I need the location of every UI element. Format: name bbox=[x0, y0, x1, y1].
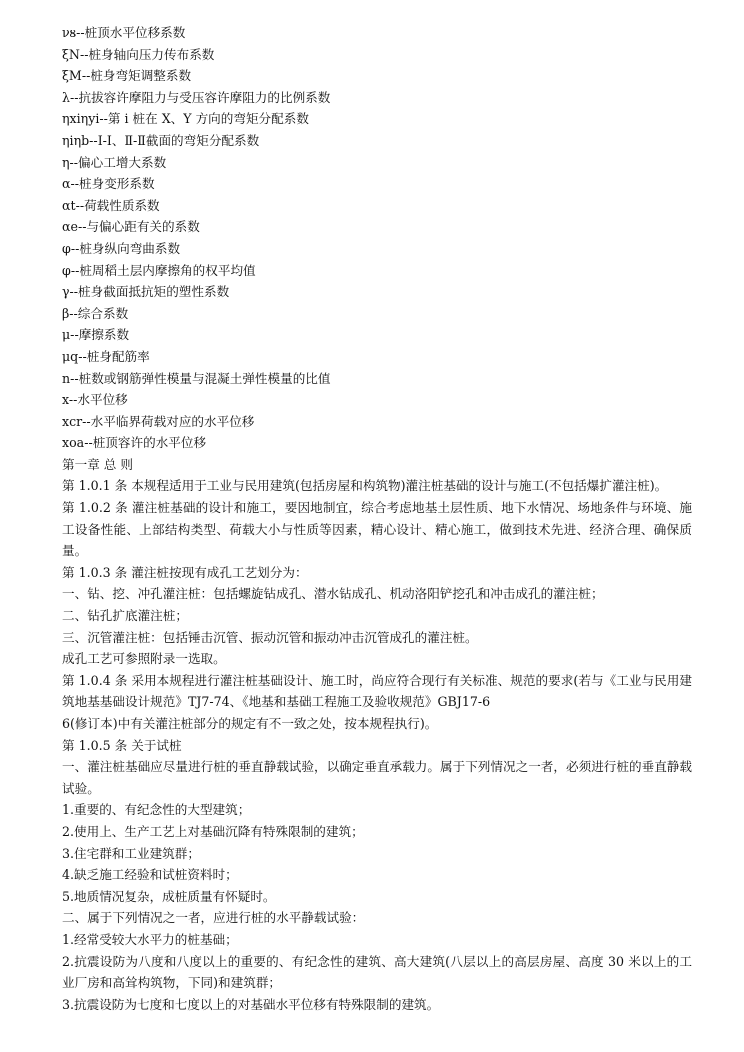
symbol-line: n--桩数或钢筋弹性模量与混凝土弹性模量的比值 bbox=[62, 370, 331, 386]
symbol-line: φ--桩周稻土层内摩擦角的权平均值 bbox=[62, 262, 256, 278]
article-1-0-3-note: 成孔工艺可参照附录一选取。 bbox=[62, 651, 226, 667]
article-1-0-4-continued: 6(修订本)中有关灌注桩部分的规定有不一致之处，按本规程执行)。 bbox=[62, 716, 438, 731]
article-1-0-4: 第 1.0.4 条 采用本规程进行灌注桩基础设计、施工时，尚应符合现行有关标准、规范的要求(若与《工业与民用建筑地基基础设计规范》TJ7-74、《地基和基础工程施工及验收规范》GBJ17-6 bbox=[62, 672, 692, 710]
article-1-0-3-item-2: 二、钻孔扩底灌注桩； bbox=[62, 608, 188, 624]
symbol-line: αe--与偏心距有关的系数 bbox=[62, 219, 200, 235]
symbol-line: μq--桩身配筋率 bbox=[62, 348, 150, 364]
article-1-0-3-item-3: 三、沉管灌注桩：包括锤击沉管、振动沉管和振动冲击沉管成孔的灌注桩。 bbox=[62, 629, 478, 645]
symbol-line: β--综合系数 bbox=[62, 305, 129, 321]
symbol-line: ηxiηyi--第 i 桩在 X、Y 方向的弯矩分配系数 bbox=[62, 111, 309, 127]
symbol-line: ξM--桩身弯矩调整系数 bbox=[62, 68, 192, 84]
article-1-0-3-item-1: 一、钻、挖、冲孔灌注桩：包括螺旋钻成孔、潜水钻成孔、机动洛阳铲挖孔和冲击成孔的灌注桩； bbox=[62, 586, 604, 602]
symbol-line: μ--摩擦系数 bbox=[62, 327, 130, 343]
list-item: 5.地质情况复杂，成桩质量有怀疑时。 bbox=[62, 888, 276, 904]
document-page bbox=[62, 22, 692, 1015]
symbol-line: xoa--桩顶容许的水平位移 bbox=[62, 435, 207, 451]
symbol-line: x--水平位移 bbox=[62, 392, 128, 408]
list-item: 2.使用上、生产工艺上对基础沉降有特殊限制的建筑； bbox=[62, 823, 364, 839]
article-1-0-5: 第 1.0.5 条 关于试桩 bbox=[62, 737, 182, 753]
symbol-line: η--偏心工增大系数 bbox=[62, 154, 167, 170]
symbol-line: γ--桩身截面抵抗矩的塑性系数 bbox=[62, 284, 230, 300]
symbol-line: ηiηb--Ⅰ-Ⅰ、Ⅱ-Ⅱ截面的弯矩分配系数 bbox=[62, 132, 260, 148]
symbol-line: λ--抗拔容许摩阻力与受压容许摩阻力的比例系数 bbox=[62, 89, 331, 105]
chapter-title: 第一章 总 则 bbox=[62, 456, 133, 472]
article-1-0-3: 第 1.0.3 条 灌注桩按现有成孔工艺划分为： bbox=[62, 564, 308, 580]
symbol-line: xcr--水平临界荷载对应的水平位移 bbox=[62, 413, 255, 429]
article-1-0-2: 第 1.0.2 条 灌注桩基础的设计和施工，要因地制宜，综合考虑地基土层性质、地下水情况、场地条件与环境、施工设备性能、上部结构类型、荷载大小与性质等因素，精心设计、精心施工，做到技术先进、经济合理、确保质量。 bbox=[62, 500, 692, 559]
article-1-0-5-section-2: 二、属于下列情况之一者，应进行桩的水平静载试验： bbox=[62, 910, 365, 926]
symbol-line: ξN--桩身轴向压力传布系数 bbox=[62, 46, 215, 62]
list-item: 3.抗震设防为七度和七度以上的对基础水平位移有特殊限制的建筑。 bbox=[62, 996, 440, 1012]
list-item: 4.缺乏施工经验和试桩资料时； bbox=[62, 867, 238, 883]
article-1-0-1: 第 1.0.1 条 本规程适用于工业与民用建筑(包括房屋和构筑物)灌注桩基础的设计与施工(不包括爆扩灌注桩)。 bbox=[62, 478, 668, 494]
symbol-line: φ--桩身纵向弯曲系数 bbox=[62, 240, 181, 256]
list-item: 3.住宅群和工业建筑群； bbox=[62, 845, 200, 861]
symbol-line: α--桩身变形系数 bbox=[62, 176, 155, 192]
article-1-0-5-section-1: 一、灌注桩基础应尽量进行桩的垂直静载试验，以确定垂直承载力。属于下列情况之一者，必须进行桩的垂直静载试验。 bbox=[62, 759, 692, 796]
list-item: 1.重要的、有纪念性的大型建筑； bbox=[62, 802, 251, 818]
list-item: 2.抗震设防为八度和八度以上的重要的、有纪念性的建筑、高大建筑(八层以上的高层房屋、高度 30 米以上的工业厂房和高耸构筑物，下同)和建筑群； bbox=[62, 953, 692, 991]
symbol-line: αt--荷载性质系数 bbox=[62, 197, 160, 213]
symbol-line: νᴕ--桩顶水平位移系数 bbox=[62, 25, 186, 40]
list-item: 1.经常受较大水平力的桩基础； bbox=[62, 931, 238, 947]
